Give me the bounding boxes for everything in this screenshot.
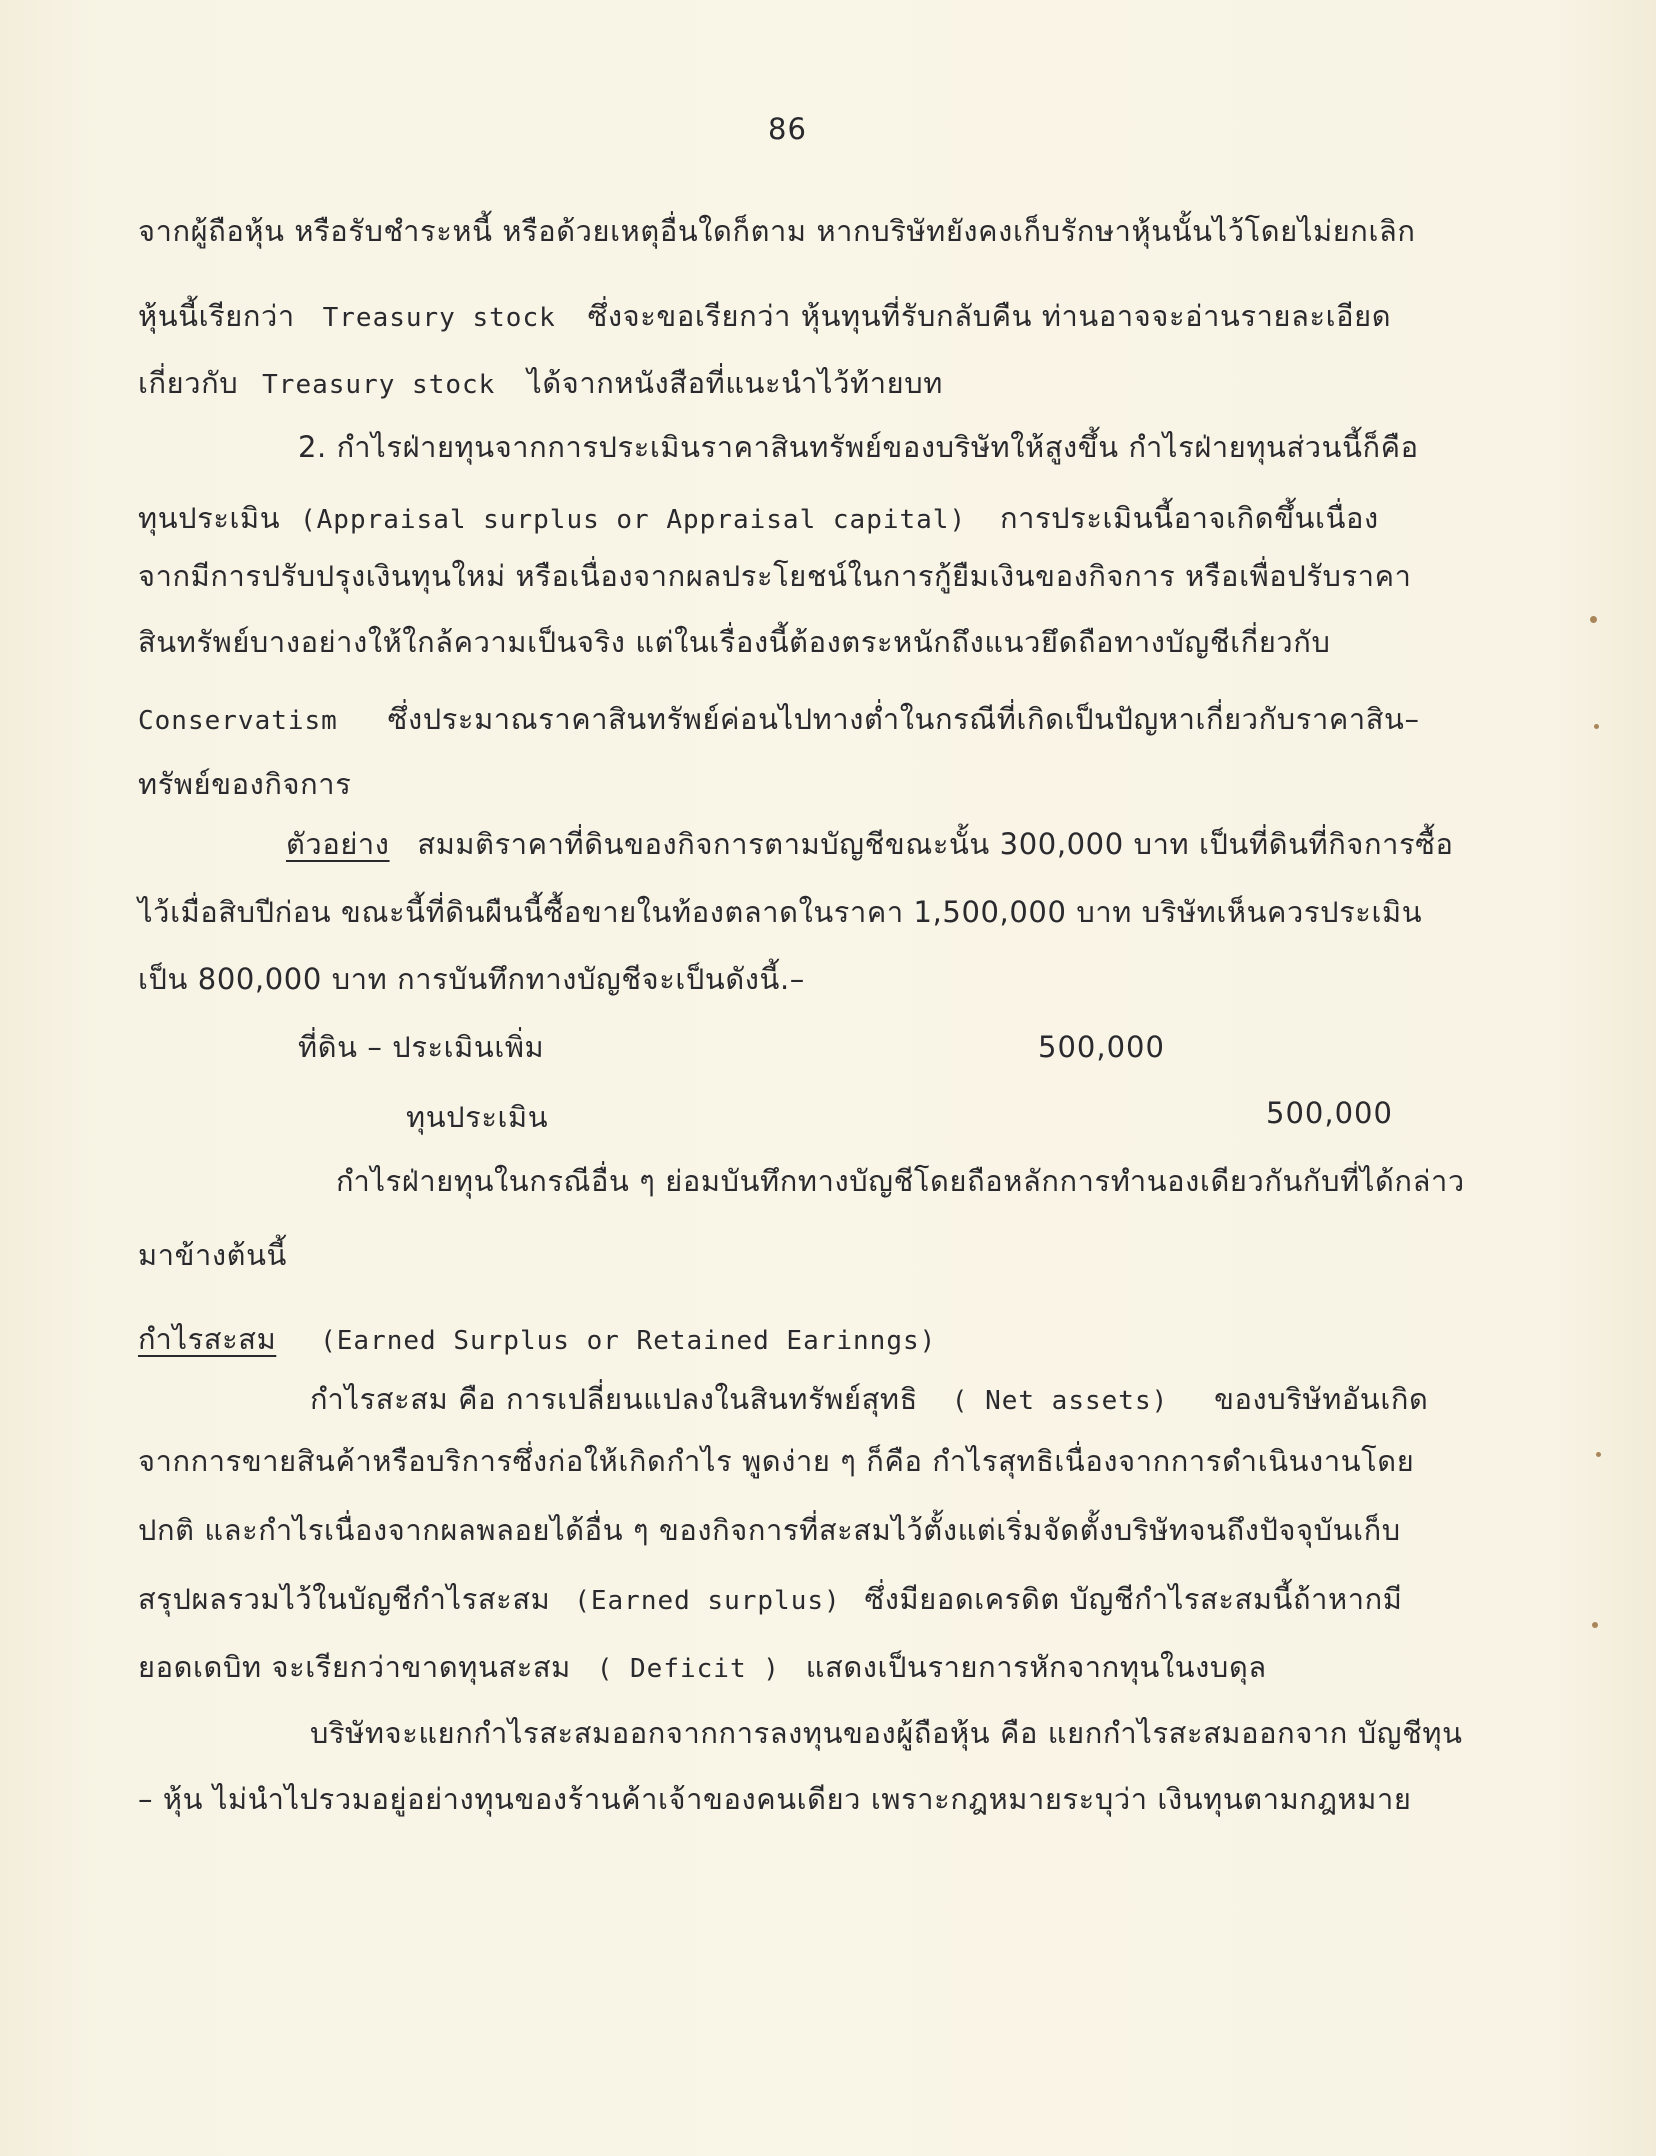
line-21-text-a: สรุปผลรวมไว้ในบัญชีกำไรสะสม (138, 1582, 551, 1616)
line-12-text: เป็น 800,000 บาท การบันทึกทางบัญชีจะเป็นดังนี้.– (138, 962, 805, 996)
credit-account-text: ทุนประเมิน (406, 1100, 549, 1134)
page-number: 86 (768, 112, 807, 146)
journal-debit-account (298, 1030, 544, 1064)
example-label: ตัวอย่าง (286, 827, 390, 861)
net-assets-term: ( Net assets) (951, 1386, 1169, 1416)
section-title-thai: กำไรสะสม (138, 1322, 277, 1356)
line-1-text: จากผู้ถือหุ้น หรือรับชำระหนี้ หรือด้วยเหตุอื่นใดก็ตาม หากบริษัทยังคงเก็บรักษาหุ้นนั้นไว้โดยไม่ยกเลิก (138, 214, 1416, 248)
line-18-text-a: กำไรสะสม คือ การเปลี่ยนแปลงในสินทรัพย์สุทธิ (310, 1382, 918, 1416)
text-line-1 (138, 214, 1416, 248)
text-line-22 (138, 1650, 1267, 1686)
text-line-11 (138, 895, 1422, 929)
text-line-6 (138, 559, 1411, 593)
line-3-text-b: ได้จากหนังสือที่แนะนำไว้ท้ายบท (527, 366, 943, 400)
line-2-text-b: ซึ่งจะขอเรียกว่า หุ้นทุนที่รับกลับคืน ท่านอาจจะอ่านรายละเอียด (587, 299, 1392, 333)
text-line-24 (138, 1782, 1411, 1816)
paper-speck (1592, 1622, 1598, 1628)
journal-credit-amount: 500,000 (1266, 1096, 1393, 1130)
paper-speck (1590, 616, 1597, 623)
treasury-stock-term-2: Treasury stock (262, 370, 496, 400)
line-6-text: จากมีการปรับปรุงเงินทุนใหม่ หรือเนื่องจากผลประโยชน์ในการกู้ยืมเงินของกิจการ หรือเพื่อปรับราคา (138, 559, 1412, 593)
text-line-2 (138, 299, 1391, 335)
conservatism-term: Conservatism (138, 706, 338, 736)
line-5-text-a: ทุนประเมิน (138, 501, 281, 535)
line-19-text: จากการขายสินค้าหรือบริการซึ่งก่อให้เกิดกำไร พูดง่าย ๆ ก็คือ กำไรสุทธิเนื่องจากการดำเนินงานโดย (138, 1444, 1415, 1478)
text-line-4 (298, 430, 1419, 464)
journal-debit-amount: 500,000 (1038, 1030, 1165, 1064)
text-line-8 (138, 702, 1420, 738)
text-line-5 (138, 501, 1379, 537)
appraisal-term: (Appraisal surplus or Appraisal capital) (299, 505, 967, 535)
section-title-english: (Earned Surplus or Retained Earinngs) (320, 1326, 937, 1356)
line-11-text: ไว้เมื่อสิบปีก่อน ขณะนี้ที่ดินผืนนี้ซื้อขายในท้องตลาดในราคา 1,500,000 บาท บริษัทเห็นควรประเมิน (138, 895, 1423, 929)
deficit-term: ( Deficit ) (596, 1654, 780, 1684)
treasury-stock-term: Treasury stock (322, 303, 556, 333)
line-7-text: สินทรัพย์บางอย่างให้ใกล้ความเป็นจริง แต่ในเรื่องนี้ต้องตระหนักถึงแนวยึดถือทางบัญชีเกี่ยวกับ (138, 625, 1331, 659)
text-line-19 (138, 1444, 1414, 1478)
line-9-text: ทรัพย์ของกิจการ (138, 767, 352, 801)
text-line-3 (138, 366, 943, 402)
text-line-18 (310, 1382, 1428, 1418)
line-21-text-b: ซึ่งมียอดเครดิต บัญชีกำไรสะสมนี้ถ้าหากมี (864, 1582, 1403, 1616)
line-8-text: ซึ่งประมาณราคาสินทรัพย์ค่อนไปทางต่ำในกรณีที่เกิดเป็นปัญหาเกี่ยวกับราคาสิน– (387, 702, 1420, 736)
line-2-text-a: หุ้นนี้เรียกว่า (138, 299, 295, 333)
earned-surplus-term: (Earned surplus) (574, 1586, 841, 1616)
line-16-text: มาข้างต้นนี้ (138, 1238, 287, 1272)
paper-speck (1594, 724, 1599, 729)
line-15-text: กำไรฝ่ายทุนในกรณีอื่น ๆ ย่อมบันทึกทางบัญชีโดยถือหลักการทำนองเดียวกันกับที่ได้กล่าว (336, 1164, 1465, 1198)
item-2-heading: 2. กำไรฝ่ายทุนจากการประเมินราคาสินทรัพย์ของบริษัทให้สูงขึ้น กำไรฝ่ายทุนส่วนนี้ก็คือ (298, 430, 1419, 464)
line-22-text-a: ยอดเดบิท จะเรียกว่าขาดทุนสะสม (138, 1650, 571, 1684)
text-line-9 (138, 767, 351, 801)
line-22-text-b: แสดงเป็นรายการหักจากทุนในงบดุล (805, 1650, 1267, 1684)
text-line-10 (286, 827, 1454, 861)
line-3-text-a: เกี่ยวกับ (138, 366, 239, 400)
text-line-21 (138, 1582, 1403, 1618)
line-5-text-b: การประเมินนี้อาจเกิดขึ้นเนื่อง (999, 501, 1379, 535)
debit-account-text: ที่ดิน – ประเมินเพิ่ม (298, 1030, 545, 1064)
line-20-text: ปกติ และกำไรเนื่องจากผลพลอยได้อื่น ๆ ของกิจการที่สะสมไว้ตั้งแต่เริ่มจัดตั้งบริษัทจนถึงปัจจุบันเก็บ (138, 1513, 1401, 1547)
line-18-text-b: ของบริษัทอันเกิด (1214, 1382, 1429, 1416)
line-24-text: – หุ้น ไม่นำไปรวมอยู่อย่างทุนของร้านค้าเจ้าของคนเดียว เพราะกฎหมายระบุว่า เงินทุนตามกฎหมาย (138, 1782, 1412, 1816)
line-23-text: บริษัทจะแยกกำไรสะสมออกจากการลงทุนของผู้ถือหุ้น คือ แยกกำไรสะสมออกจาก บัญชีทุน (310, 1716, 1463, 1750)
text-line-15 (336, 1164, 1465, 1198)
journal-credit-account (406, 1100, 548, 1134)
text-line-23 (310, 1716, 1463, 1750)
paper-speck (1596, 1452, 1601, 1457)
line-10-text: สมมติราคาที่ดินของกิจการตามบัญชีขณะนั้น 300,000 บาท เป็นที่ดินที่กิจการซื้อ (417, 827, 1454, 861)
text-line-7 (138, 625, 1330, 659)
section-heading-earned-surplus (138, 1322, 936, 1358)
text-line-12 (138, 962, 805, 996)
text-line-20 (138, 1513, 1401, 1547)
text-line-16 (138, 1238, 287, 1272)
